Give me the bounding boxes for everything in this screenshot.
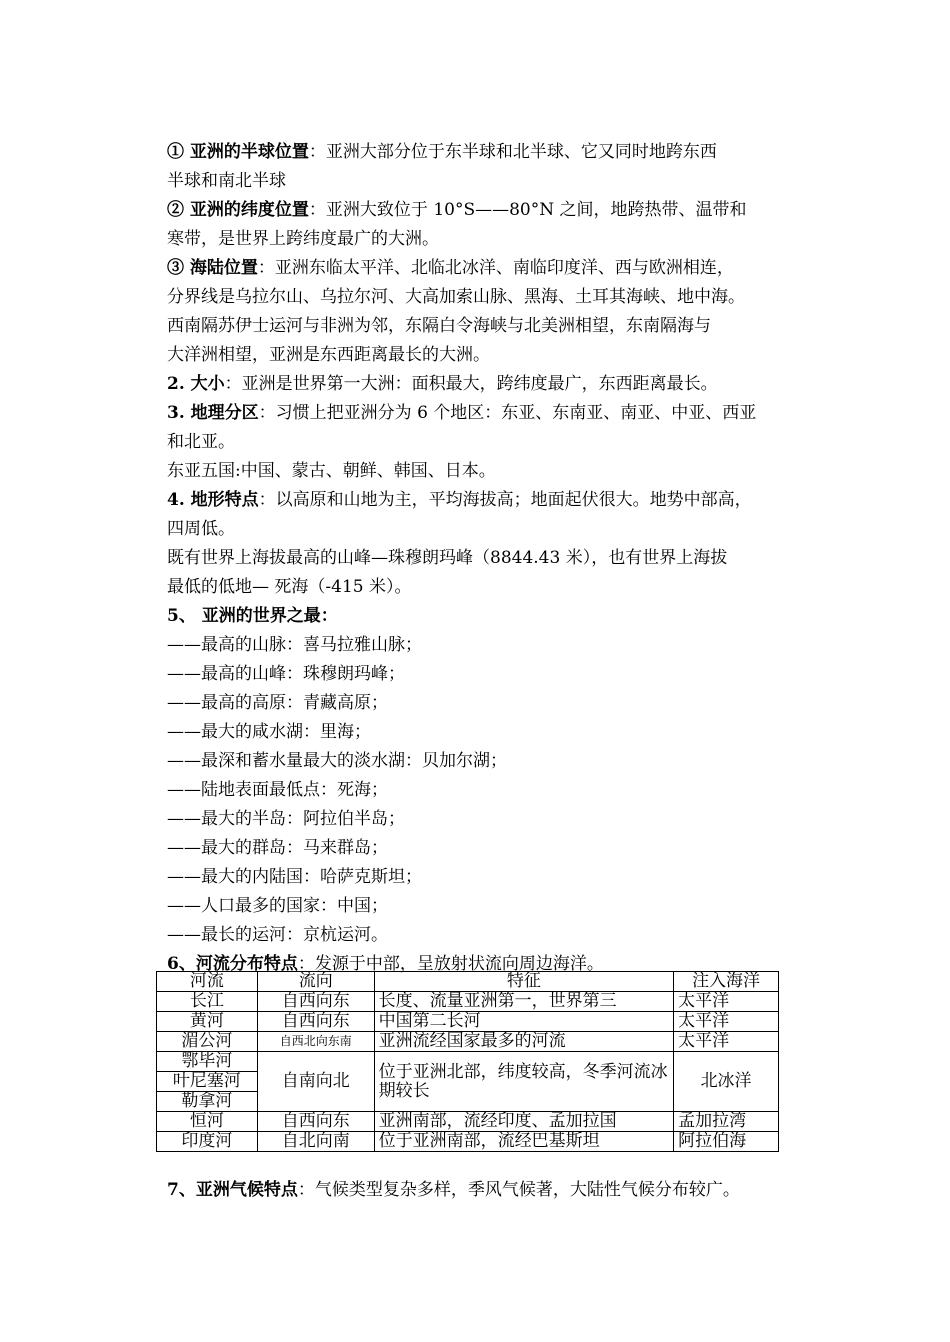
sea-land-line-2: 分界线是乌拉尔山、乌拉尔河、大高加索山脉、黑海、土耳其海峡、地中海。 — [167, 287, 745, 307]
record-item: ——陆地表面最低点：死海； — [167, 780, 388, 800]
record-item: ——最长的运河：京杭运河。 — [167, 925, 388, 945]
terrain-line-2: 四周低。 — [167, 519, 235, 539]
table-row: 长江 自西向东 长度、流量亚洲第一，世界第三 太平洋 — [157, 992, 779, 1012]
record-item: ——最深和蓄水量最大的淡水湖：贝加尔湖； — [167, 751, 507, 771]
table-row: 勒拿河 — [157, 1092, 779, 1112]
table-row: 恒河 自西向东 亚洲南部，流经印度、孟加拉国 孟加拉湾 — [157, 1112, 779, 1132]
header-river: 河流 — [157, 972, 258, 992]
terrain-line-3: 既有世界上海拔最高的山峰—珠穆朗玛峰（8844.43 米），也有世界上海拔 — [167, 548, 728, 568]
hemisphere-line-2: 半球和南北半球 — [167, 171, 286, 191]
rivers-table — [156, 971, 779, 1152]
record-item: ——最高的高原：青藏高原； — [167, 693, 388, 713]
regions-line-1: 3. 地理分区：习惯上把亚洲分为 6 个地区：东亚、东南亚、南亚、中亚、西亚 — [167, 403, 757, 423]
record-item: ——最高的山脉：喜马拉雅山脉； — [167, 635, 422, 655]
sea-land-line-3: 西南隔苏伊士运河与非洲为邻，东隔白令海峡与北美洲相望，东南隔海与 — [167, 316, 711, 336]
hemisphere-label: ① 亚洲的半球位置 — [167, 142, 309, 162]
table-row: 黄河 自西向东 中国第二长河 太平洋 — [157, 1012, 779, 1032]
latitude-line-2: 寒带，是世界上跨纬度最广的大洲。 — [167, 229, 439, 249]
latitude-line-1: ② 亚洲的纬度位置：亚洲大致位于 10°S——80°N 之间，地跨热带、温带和 — [167, 200, 747, 220]
sea-land-line-1: ③ 海陆位置：亚洲东临太平洋、北临北冰洋、南临印度洋、西与欧洲相连， — [167, 258, 734, 278]
size-line: 2. 大小：亚洲是世界第一大洲：面积最大，跨纬度最广，东西距离最长。 — [167, 374, 718, 394]
record-item: ——最高的山峰：珠穆朗玛峰； — [167, 664, 405, 684]
table-row: 叶尼塞河 — [157, 1072, 779, 1092]
record-item: ——人口最多的国家：中国； — [167, 896, 388, 916]
document-body — [167, 138, 787, 979]
sea-land-label: ③ 海陆位置 — [167, 258, 258, 278]
record-item: ——最大的半岛：阿拉伯半岛； — [167, 809, 405, 829]
climate-label: 7、亚洲气候特点 — [167, 1180, 298, 1200]
header-flow: 流向 — [257, 972, 374, 992]
record-item: ——最大的内陆国：哈萨克斯坦； — [167, 867, 422, 887]
record-item: ——最大的咸水湖：里海； — [167, 722, 371, 742]
sea-land-line-4: 大洋洲相望，亚洲是东西距离最长的大洲。 — [167, 345, 490, 365]
latitude-label: ② 亚洲的纬度位置 — [167, 200, 309, 220]
world-records-heading: 5、 亚洲的世界之最： — [167, 606, 338, 626]
terrain-label: 4. 地形特点 — [167, 490, 259, 510]
table-row: 鄂毕河 自南向北 位于亚洲北部，纬度较高，冬季河流冰期较长 北冰洋 — [157, 1052, 779, 1072]
terrain-line-4: 最低的低地— 死海（-415 米）。 — [167, 577, 412, 597]
header-feature: 特征 — [374, 972, 673, 992]
hemisphere-line-1: ① 亚洲的半球位置：亚洲大部分位于东半球和北半球、它又同时地跨东西 — [167, 142, 717, 162]
regions-line-2: 和北亚。 — [167, 432, 235, 452]
record-item: ——最大的群岛：马来群岛； — [167, 838, 388, 858]
header-ocean: 注入海洋 — [674, 972, 779, 992]
table-row: 湄公河 自西北向东南 亚洲流经国家最多的河流 太平洋 — [157, 1032, 779, 1052]
table-header-row — [157, 972, 779, 992]
rivers-line: 6、河流分布特点：发源于中部，呈放射状流向周边海洋。 — [167, 954, 604, 974]
size-label: 2. 大小 — [167, 374, 225, 394]
table-row: 印度河 自北向南 位于亚洲南部，流经巴基斯坦 阿拉伯海 — [157, 1132, 779, 1152]
climate-line: 7、亚洲气候特点：气候类型复杂多样，季风气候著，大陆性气候分布较广。 — [167, 1180, 740, 1200]
terrain-line-1: 4. 地形特点：以高原和山地为主，平均海拔高；地面起伏很大。地势中部高， — [167, 490, 752, 510]
east-asia-line: 东亚五国:中国、蒙古、朝鲜、韩国、日本。 — [167, 461, 496, 481]
rivers-label: 6、河流分布特点 — [167, 954, 298, 974]
regions-label: 3. 地理分区 — [167, 403, 259, 423]
